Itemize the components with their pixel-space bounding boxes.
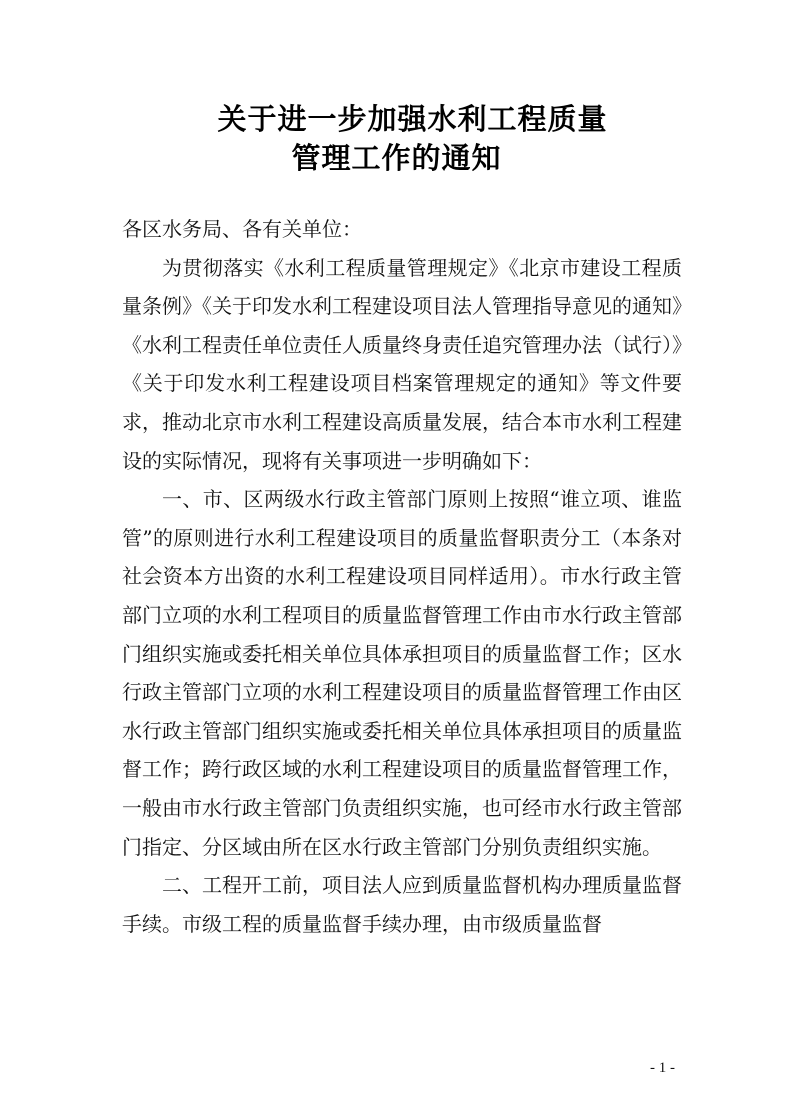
salutation: 各区水务局、各有关单位： [122, 217, 362, 241]
document-title-line-2: 管理工作的通知 [291, 141, 502, 175]
document-body [122, 210, 682, 943]
document-title-line-1: 关于进一步加强水利工程质量 [217, 102, 608, 136]
paragraph-item-2: 二、工程开工前，项目法人应到质量监督机构办理质量监督手续。市级工程的质量监督手续办理，由市级质量监督 [122, 873, 682, 936]
page-number: - 1 - [650, 1060, 675, 1076]
paragraph-intro: 为贯彻落实《水利工程质量管理规定》《北京市建设工程质量条例》《关于印发水利工程建设项目法人管理指导意见的通知》《水利工程责任单位责任人质量终身责任追究管理办法（试行）》《关于印发水利工程建设项目档案管理规定的通知》等文件要求，推动北京市水利工程建设高质量发展，结合本市水利工程建设的实际情况，现将有关事项进一步明确如下： [122, 255, 682, 473]
paragraph-item-1: 一、市、区两级水行政主管部门原则上按照“谁立项、谁监管”的原则进行水利工程建设项目的质量监督职责分工（本条对社会资本方出资的水利工程建设项目同样适用）。市水行政主管部门立项的水利工程项目的质量监督管理工作由市水行政主管部门组织实施或委托相关单位具体承担项目的质量监督工作；区水行政主管部门立项的水利工程建设项目的质量监督管理工作由区水行政主管部门组织实施或委托相关单位具体承担项目的质量监督工作；跨行政区域的水利工程建设项目的质量监督管理工作，一般由市水行政主管部门负责组织实施，也可经市水行政主管部门指定、分区域由所在区水行政主管部门分别负责组织实施。 [122, 487, 682, 859]
